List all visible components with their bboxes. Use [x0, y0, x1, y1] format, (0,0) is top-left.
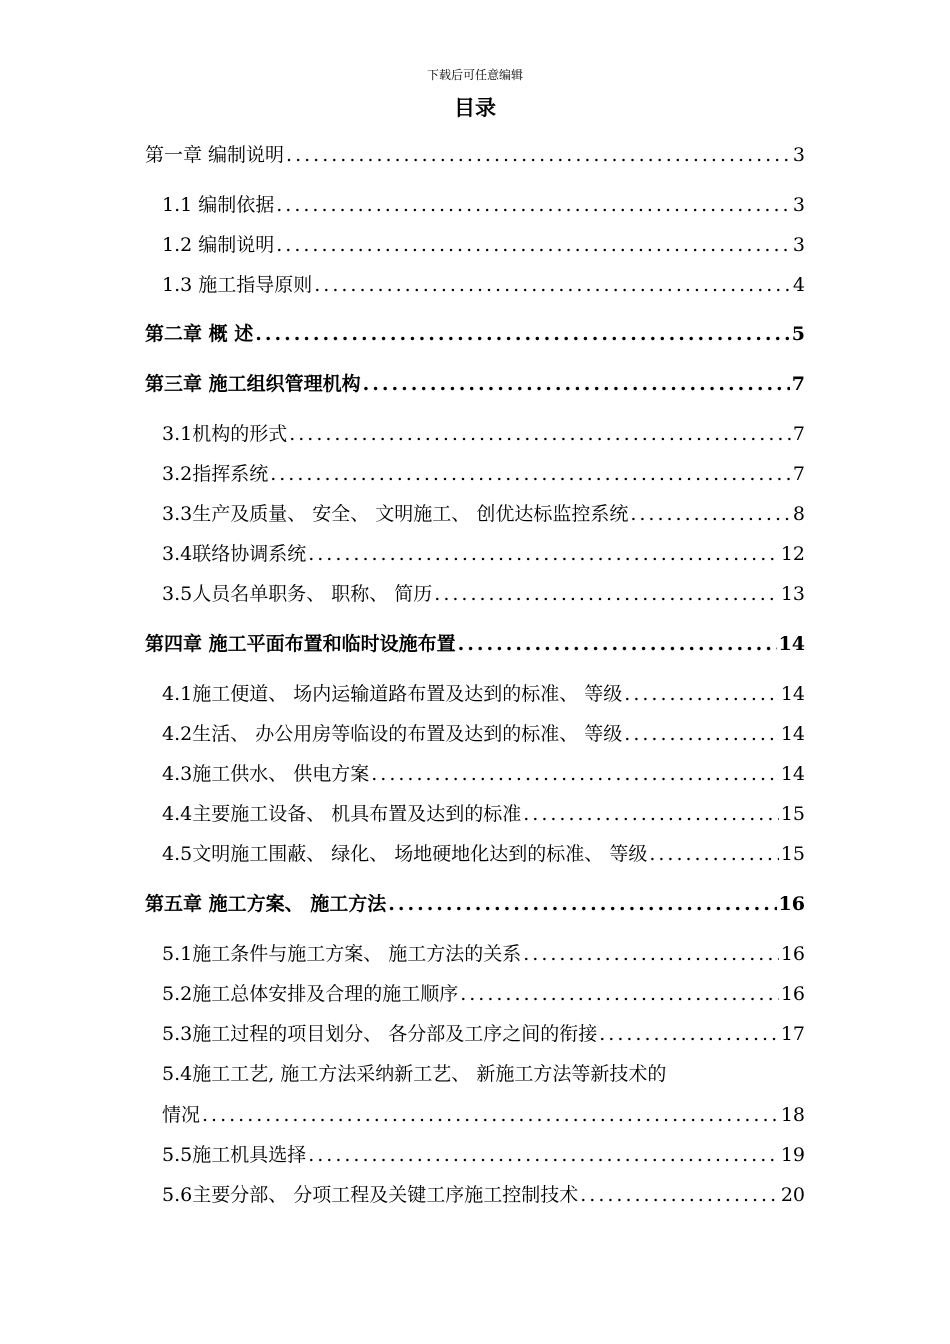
toc-page-number: 15 [780, 803, 805, 825]
toc-entry-chapter-3[interactable] [145, 371, 805, 397]
toc-page-number: 12 [780, 543, 805, 565]
toc-entry-section-3-2[interactable] [162, 461, 805, 487]
toc-leader [276, 192, 791, 218]
toc-label: 3.1机构的形式 [162, 423, 288, 445]
toc-page-number: 16 [780, 943, 805, 965]
toc-label: 第三章 施工组织管理机构 [145, 373, 361, 395]
toc-leader [202, 1102, 779, 1128]
toc-entry-section-5-4-line1[interactable] [162, 1061, 805, 1087]
toc-entry-section-5-5[interactable] [162, 1142, 805, 1168]
toc-page-number: 7 [792, 423, 805, 445]
toc-entry-section-4-5[interactable] [162, 841, 805, 867]
toc-page-number: 14 [780, 723, 805, 745]
toc-page-number: 8 [792, 503, 805, 525]
toc-entry-section-4-1[interactable] [162, 681, 805, 707]
toc-leader [599, 1021, 779, 1047]
toc-page-number: 5 [791, 323, 805, 345]
toc-label: 5.5施工机具选择 [162, 1144, 307, 1166]
toc-entry-section-1-1[interactable] [162, 192, 805, 218]
toc-page-number: 3 [792, 194, 805, 216]
toc-label: 1.3 施工指导原则 [162, 274, 313, 296]
toc-entry-section-3-4[interactable] [162, 541, 805, 567]
toc-entry-section-1-2[interactable] [162, 232, 805, 258]
toc-entry-chapter-2[interactable] [145, 321, 805, 347]
toc-page-number: 14 [780, 683, 805, 705]
toc-leader [314, 272, 791, 298]
toc-page-number: 13 [780, 583, 805, 605]
toc-entry-section-1-3[interactable] [162, 272, 805, 298]
toc-entry-section-4-3[interactable] [162, 761, 805, 787]
toc-page-number: 3 [792, 234, 805, 256]
toc-leader [286, 142, 791, 168]
toc-label: 5.1施工条件与施工方案、 施工方法的关系 [162, 943, 522, 965]
toc-page-number: 20 [780, 1184, 805, 1206]
toc-leader [371, 761, 779, 787]
toc-entry-section-3-1[interactable] [162, 421, 805, 447]
toc-leader [458, 631, 777, 657]
toc-page-number: 4 [792, 274, 805, 296]
toc-page-number: 16 [778, 893, 805, 915]
toc-leader [434, 581, 779, 607]
toc-label: 第五章 施工方案、 施工方法 [145, 893, 387, 915]
toc-leader [649, 841, 778, 867]
toc-label: 5.3施工过程的项目划分、 各分部及工序之间的衔接 [162, 1023, 598, 1045]
page-title: 目录 [454, 96, 496, 120]
toc-label: 4.1施工便道、 场内运输道路布置及达到的标准、 等级 [162, 683, 623, 705]
toc-page-number: 17 [780, 1023, 805, 1045]
toc-entry-section-5-3[interactable] [162, 1021, 805, 1047]
toc-entry-section-4-2[interactable] [162, 721, 805, 747]
toc-label: 1.1 编制依据 [162, 194, 275, 216]
toc-page-number: 14 [780, 763, 805, 785]
toc-leader [460, 981, 779, 1007]
toc-entry-section-5-4-line2[interactable] [162, 1102, 805, 1128]
toc-leader [523, 801, 779, 827]
toc-label: 1.2 编制说明 [162, 234, 275, 256]
toc-leader [363, 371, 790, 397]
toc-leader [289, 421, 791, 447]
toc-page-number: 7 [791, 373, 805, 395]
toc-label: 5.4施工工艺, 施工方法采纳新工艺、 新施工方法等新技术的 [162, 1063, 667, 1085]
toc-label: 第一章 编制说明 [145, 144, 285, 166]
toc-label: 4.2生活、 办公用房等临设的布置及达到的标准、 等级 [162, 723, 623, 745]
toc-label: 第二章 概 述 [145, 323, 254, 345]
toc-page-number: 7 [792, 463, 805, 485]
toc-label: 3.3生产及质量、 安全、 文明施工、 创优达标监控系统 [162, 503, 629, 525]
toc-label-continuation: 情况 [162, 1104, 201, 1126]
toc-label: 5.2施工总体安排及合理的施工顺序 [162, 983, 459, 1005]
toc-label: 3.5人员名单职务、 职称、 简历 [162, 583, 433, 605]
toc-entry-chapter-5[interactable] [145, 891, 805, 917]
toc-label: 4.3施工供水、 供电方案 [162, 763, 370, 785]
toc-page-number: 19 [780, 1144, 805, 1166]
toc-entry-section-5-2[interactable] [162, 981, 805, 1007]
toc-leader [624, 681, 779, 707]
toc-label: 5.6主要分部、 分项工程及关键工序施工控制技术 [162, 1184, 579, 1206]
toc-leader [523, 941, 779, 967]
toc-leader [580, 1182, 779, 1208]
toc-label: 3.4联络协调系统 [162, 543, 307, 565]
toc-leader [276, 232, 791, 258]
toc-entry-chapter-1[interactable] [145, 142, 805, 168]
toc-entry-chapter-4[interactable] [145, 631, 805, 657]
toc-leader [308, 1142, 779, 1168]
toc-entry-section-5-6[interactable] [162, 1182, 805, 1208]
toc-page-number: 16 [780, 983, 805, 1005]
toc-page-number: 14 [778, 633, 805, 655]
toc-leader [630, 501, 791, 527]
toc-entry-section-3-3[interactable] [162, 501, 805, 527]
toc-leader [255, 321, 790, 347]
toc-entry-section-5-1[interactable] [162, 941, 805, 967]
toc-leader [624, 721, 779, 747]
toc-leader [270, 461, 791, 487]
toc-entry-section-3-5[interactable] [162, 581, 805, 607]
header-note: 下载后可任意编辑 [426, 68, 523, 82]
toc-label: 3.2指挥系统 [162, 463, 269, 485]
toc-label: 第四章 施工平面布置和临时设施布置 [145, 633, 456, 655]
toc-page-number: 18 [780, 1104, 805, 1126]
toc-entry-section-4-4[interactable] [162, 801, 805, 827]
toc-leader [388, 891, 776, 917]
toc-leader [308, 541, 779, 567]
toc-page-number: 3 [792, 144, 805, 166]
toc-label: 4.4主要施工设备、 机具布置及达到的标准 [162, 803, 522, 825]
toc-page-number: 15 [780, 843, 805, 865]
toc-label: 4.5文明施工围蔽、 绿化、 场地硬地化达到的标准、 等级 [162, 843, 648, 865]
